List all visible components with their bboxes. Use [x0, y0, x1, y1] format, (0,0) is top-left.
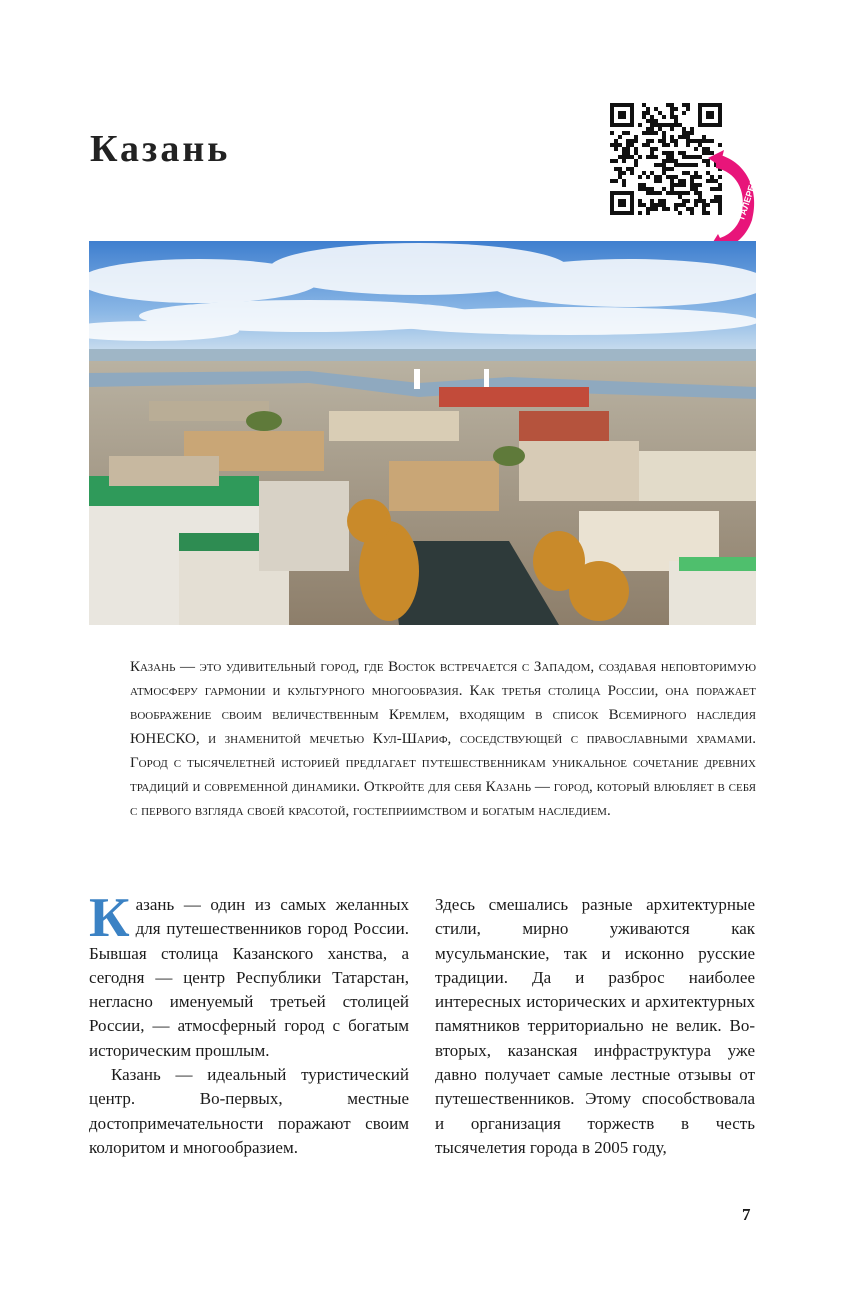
body-column-right — [435, 893, 755, 1160]
body-column-left — [89, 887, 409, 1160]
body-paragraph-1: Казань — один из самых желанных для путешественников город России. Бывшая столица Казанского ханства, а сегодня — центр Республики Татарстан, негласно именуемый третьей столицей России, — атмосферный город с богатым историческим прошлым. — [89, 887, 409, 1060]
gallery-badge[interactable] — [706, 150, 762, 254]
body-paragraph-2: Казань — идеальный туристический центр. Во-первых, местные достопримечательности поражают своим колоритом и многообразием. — [89, 1065, 409, 1157]
kazan-aerial-photo — [89, 241, 756, 625]
dropcap: К — [89, 887, 130, 949]
body-paragraph-3: Здесь смешались разные архитектурные стили, мирно уживаются как мусульманские, так и исконно русские традиции. Да и разброс наиболее интересных исторических и архитектурных памятников территориально не велик. Во-вторых, казанская инфраструктура уже давно получает самые лестные отзывы от путешественников. Этому способствовала и организация торжеств в честь тысячелетия города в 2005 году, — [435, 895, 755, 1157]
page-title: Казань — [90, 128, 231, 170]
gallery-badge-label: ГАЛЕРЕЯ — [736, 177, 759, 221]
intro-text: Казань — это удивительный город, где Восток встречается с Западом, создавая неповторимую атмосферу гармонии и культурного многообразия. Как третья столица России, она поражает воображение своим величественным Кремлем, входящим в список Всемирного наследия ЮНЕСКО, и знаменитой мечетью Кул-Шариф, соседствующей с православными храмами. Город с тысячелетней историей предлагает путешественникам уникальное сочетание древних традиций и современной динамики. Откройте для себя Казань — город, который влюбляет в себя с первого взгляда своей красотой, гостеприимством и богатым наследием. — [130, 659, 757, 819]
page-number: 7 — [742, 1205, 751, 1224]
